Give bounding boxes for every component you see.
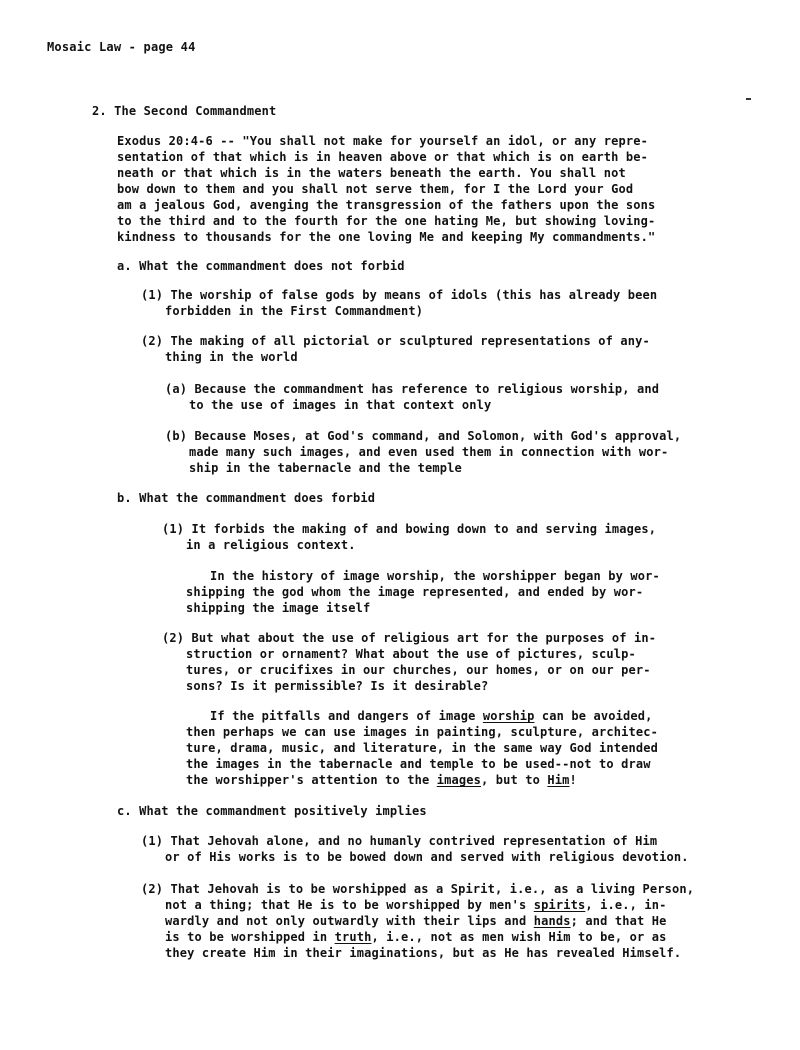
subsection-c-heading: c. What the commandment positively implies	[117, 804, 427, 818]
c-item-2: (2) That Jehovah is to be worshipped as a Spirit, i.e., as a living Person, not a thing; that He is to be worshipped by men's spirits, i.e., in- wardly and not only outwardly with their lips and hands; and that He is to be worshipped in truth, i.e., not as men wish Him to be, or as they create Him in their imaginations, but as He has revealed Himself.	[141, 882, 695, 960]
underlined-images: images	[436, 773, 481, 787]
c-item-1: (1) That Jehovah alone, and no humanly contrived representation of Him or of His works is to be bowed down and served with religious devotion.	[141, 834, 689, 864]
section-heading: 2. The Second Commandment	[92, 104, 277, 118]
underlined-worship: worship	[482, 709, 535, 723]
subsection-a-heading: a. What the commandment does not forbid	[117, 259, 405, 273]
underlined-truth: truth	[334, 930, 372, 944]
underlined-hands: hands	[533, 914, 571, 928]
exodus-quote: Exodus 20:4-6 -- "You shall not make for yourself an idol, or any repre- sentation of that which is in heaven above or that which is on earth be- neath or that which is in the waters beneath the earth. You shall not bow down to them and you shall not serve them, for I the Lord your God am a jealous God, avenging the transgression of the fathers upon the sons to the third and to the fourth for the one hating Me, but showing loving- kindness to thousands for the one loving Me and keeping My commandments."	[117, 134, 656, 244]
a-item-1: (1) The worship of false gods by means of idols (this has already been forbidden in the First Commandment)	[141, 288, 658, 318]
b-item-1-note: In the history of image worship, the worshipper began by wor- shipping the god whom the image represented, and ended by wor- shipping the image itself	[186, 569, 660, 615]
scan-speck	[746, 98, 751, 100]
a-item-2a: (a) Because the commandment has reference to religious worship, and to the use of images in that context only	[165, 382, 660, 412]
page-header: Mosaic Law - page 44	[47, 40, 196, 54]
underlined-him: Him	[547, 773, 570, 787]
a-item-2: (2) The making of all pictorial or sculptured representations of any- thing in the world	[141, 334, 650, 364]
a-item-2b: (b) Because Moses, at God's command, and Solomon, with God's approval, made many such images, and even used them in connection with wor- ship in the tabernacle and the temple	[165, 429, 682, 475]
b-item-2-note: If the pitfalls and dangers of image worship can be avoided, then perhaps we can use images in painting, sculpture, architec- ture, drama, music, and literature, in the same way God intended the images in the tabernacle and temple to be used--not to draw the worshipper's attention to the images, but to Him!	[186, 709, 658, 787]
b-item-1: (1) It forbids the making of and bowing down to and serving images, in a religious context.	[162, 522, 657, 552]
underlined-spirits: spirits	[533, 898, 586, 912]
subsection-b-heading: b. What the commandment does forbid	[117, 491, 376, 505]
b-item-2: (2) But what about the use of religious art for the purposes of in- struction or ornament? What about the use of pictures, sculp- tures, or crucifixes in our churches, our homes, or on our per- sons? Is it permissible? Is it desirable?	[162, 631, 657, 693]
